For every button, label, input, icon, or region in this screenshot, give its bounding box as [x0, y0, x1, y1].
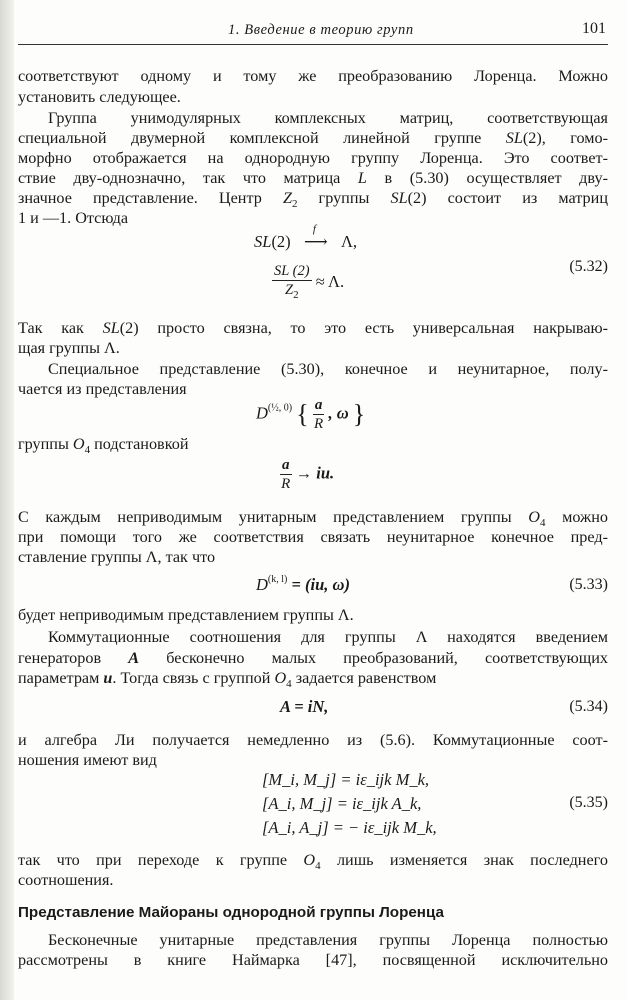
text-line: значное представление. Центр $Z_2$ группы SL(2) состоит из матриц [18, 189, 608, 210]
equation-5-35-row-2: [A_i, M_j] = iε_ijk A_k, [262, 794, 422, 813]
section-title: Представление Майораны однородной группы Лоренца [18, 904, 444, 921]
fraction: $\frac{a}{R}$ [281, 457, 291, 492]
equation-5-34: A = iN, [280, 697, 329, 716]
text-line: параметрам u. Тогда связь с группой $O_4$ задается равенством [18, 669, 437, 690]
text-line: генераторов A бесконечно малых преобразований, соответствующих [18, 649, 608, 667]
representation-formula: $D^{(\frac{1}{2}, 0)}$ { $\frac{a}{R}$ , ω } [256, 397, 366, 432]
text-line: Бесконечные унитарные представления группы Лоренца полностью [48, 931, 608, 949]
equation-number: (5.35) [569, 794, 608, 811]
text-line: будет неприводимым представлением группы Λ. [18, 606, 354, 624]
book-spine-shadow [0, 0, 14, 1000]
text-line: С каждым неприводимым унитарным представлением группы $O_4$ можно [18, 508, 608, 529]
text-line: ставление группы Λ, так что [18, 548, 216, 566]
equation-5-32-line-1: SL(2) f ⟶ Λ, [254, 223, 358, 251]
running-title: 1. Введение в теорию групп [228, 22, 414, 38]
header-rule [18, 44, 608, 45]
text-line: Коммутационные соотношения для группы Λ находятся введением [48, 628, 608, 646]
text-line: так что при переходе к группе $O_4$ лишь изменяется знак последнего [18, 851, 608, 872]
page-number: 101 [582, 20, 606, 37]
equation-number: (5.33) [569, 576, 608, 593]
equation-5-35-row-1: [M_i, M_j] = iε_ijk M_k, [262, 770, 430, 789]
text-line: щая группы Λ. [18, 339, 120, 357]
fraction: $\frac{a}{R}$ [313, 397, 324, 432]
text-line: группы $O_4$ подстановкой [18, 435, 189, 456]
text-line: и алгебра Ли получается немедленно из (5.6). Коммутационные соот- [18, 731, 608, 749]
text-line: специальной двумерной комплексной линейной группе SL(2), гомо- [18, 129, 609, 147]
equation-5-33: D$^{(k, l)}$ = (iu, ω) [256, 574, 350, 594]
text-line: установить следующее. [18, 88, 181, 106]
text-line: чается из представления [18, 380, 187, 398]
text-line: при помощи того же соответствия связать неунитарное конечное пред- [18, 528, 608, 546]
text-line: рассмотрены в книге Наймарка [47], посвященной исключительно [18, 951, 608, 969]
substitution-formula: $\frac{a}{R}$ → iu. [281, 457, 335, 492]
equation-5-32-line-2: $\frac{SL (2)}{Z_2}$ ≈ Λ. [272, 262, 344, 304]
text-line: Группа унимодулярных комплексных матриц, соответствующая [48, 109, 608, 127]
equation-number: (5.32) [569, 258, 608, 275]
equation-number: (5.34) [569, 698, 608, 715]
text-line: Так как SL(2) просто связна, то это есть универсальная накрываю- [18, 319, 609, 337]
text-line: соотношения. [18, 871, 114, 889]
text-line: 1 и —1. Отсюда [18, 209, 129, 227]
text-line: морфно отображается на однородную группу Лоренца. Это соответ- [18, 149, 608, 167]
text-line: соответствуют одному и тому же преобразованию Лоренца. Можно [18, 67, 608, 85]
running-head [18, 20, 608, 42]
text-line: ствие дву-однозначно, так что матрица L в (5.30) осуществляет дву- [18, 169, 608, 187]
equation-5-35-row-3: [A_i, A_j] = − iε_ijk M_k, [262, 818, 437, 837]
text-line: ношения имеют вид [18, 751, 157, 769]
book-page [18, 0, 608, 1000]
text-line: Специальное представление (5.30), конечное и неунитарное, полу- [48, 360, 608, 378]
fraction: $\frac{SL (2)}{Z_2}$ [274, 263, 310, 301]
